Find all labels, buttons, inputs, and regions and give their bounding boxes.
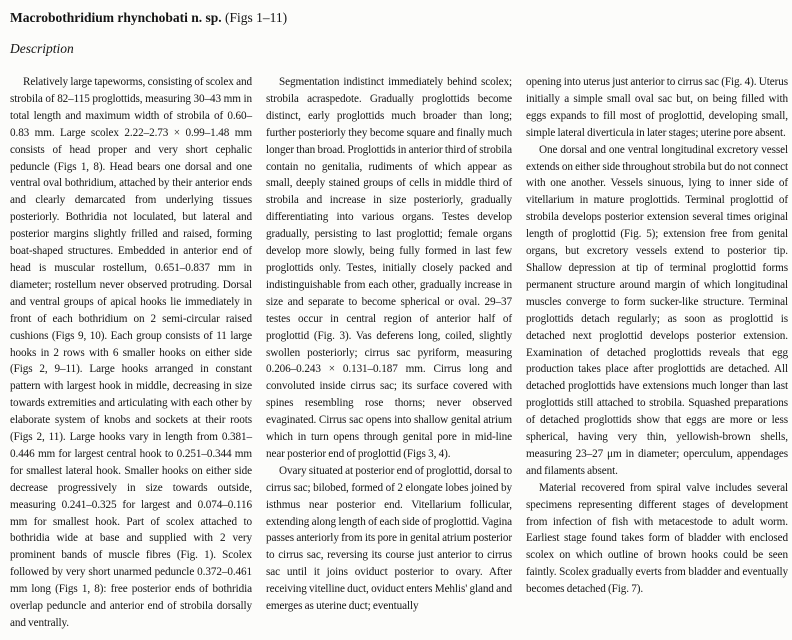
- article-title-row: [10, 10, 784, 26]
- species-title: Macrobothridium rhynchobati n. sp.: [10, 10, 222, 25]
- text-column-1: [10, 74, 252, 632]
- paragraph-excretory-eggs: One dorsal and one ventral longitudinal excretory vessel extends on either side throughout strobila but do not connect with one another. Vessels sinuous, lying to inner side of vitellarium in mature proglottids. Terminal proglottid of strobila develops posterior extension several times original length of proglottid (Fig. 5); extension free from genital organs, but excretory vessels extend to posterior tip. Shallow depression at tip of terminal proglottid forms permanent structure around margin of which longitudinal muscles converge to form sucker-like structure. Terminal proglottids detach regularly; as soon as proglottid is detached next proglottid develops posterior extension. Examination of detached proglottids reveals that egg production takes place after proglottids are detached. All detached proglottids have extensions much longer than last proglottids still attached to strobila. Squashed preparations of detached proglottids show that eggs are more or less spherical, having very thin, yellowish-brown shells, measuring 23–27 μm in diameter; operculum, appendages and filaments absent.: [526, 143, 788, 477]
- text-columns: [10, 74, 788, 632]
- paragraph-morphology-scolex: Relatively large tapeworms, consisting of scolex and strobila of 82–115 proglottids, measuring 30–43 mm in total length and maximum width of strobila of 0.60–0.83 mm. Large scolex 2.22–2.73 × 0.99–1.48 mm consists of head proper and very short cephalic peduncle (Figs 1, 8). Head bears one dorsal and one ventral oval bothridium, attached by their anterior ends and clearly demarcated from underlying tissues posteriorly. Bothridia not loculated, but lateral and posterior margins slightly frilled and raised, forming boat-shaped structures. Embedded in anterior end of head is muscular rostellum, 0.651–0.837 mm in diameter; rostellum never observed protruding. Dorsal and ventral groups of apical hooks lie immediately in front of each bothridium on 2 semi-circular raised cushions (Figs 9, 10). Each group consists of 11 large hooks in 2 rows with 6 smaller hooks on either side (Figs 2, 9–11). Large hooks arranged in constant pattern with largest hook in middle, decreasing in size towards extremities and articulating with each other by elaborate system of knobs and sockets at their roots (Figs 2, 11). Large hooks vary in length from 0.381–0.446 mm for largest central hook to 0.251–0.344 mm for smallest lateral hook. Smaller hooks on either side decrease progressively in size towards outside, measuring 0.241–0.325 for largest and 0.074–0.116 mm for smallest hook. Part of scolex attached to bothridia wide at base and supplied with 2 very prominent bands of muscle fibres (Fig. 1). Scolex followed by very short unarmed peduncle 0.372–0.461 mm long (Figs 1, 8): free posterior ends of bothridia overlap peduncle and anterior end of strobila dorsally and ventrally.: [10, 76, 252, 629]
- section-heading-description: Description: [10, 41, 74, 56]
- text-column-3: [526, 74, 788, 632]
- paragraph-uterus-continuation: opening into uterus just anterior to cirrus sac (Fig. 4). Uterus initially a simple small oval sac but, on being filled with eggs expands to fill most of proglottid, developing small, simple lateral diverticula in later stages; uterine pore absent.: [526, 76, 788, 139]
- text-column-2: [266, 74, 512, 632]
- paragraph-ovary-vagina: Ovary situated at posterior end of proglottid, dorsal to cirrus sac; bilobed, formed of 2 elongate lobes joined by isthmus near posterior end. Vitellarium follicular, extending along length of each side of proglottid. Vagina passes anteriorly from its pore in genital atrium posterior to cirrus sac, reversing its course just anterior to cirrus sac until it joins oviduct posterior to ovary. After receiving vitelline duct, oviduct enters Mehlis' gland and emerges as uterine duct; eventually: [266, 464, 512, 613]
- figure-reference: (Figs 1–11): [221, 10, 288, 25]
- paragraph-segmentation-testes: Segmentation indistinct immediately behind scolex; strobila acraspedote. Gradually proglottids become distinct, early proglottids much broader than long; further posteriorly they become square and finally much longer than broad. Proglottids in anterior third of strobila contain no genitalia, rudiments of which appear as small, deeply stained groups of cells in middle third of strobila and increase in size posteriorly, gradually differentiating into various organs. Testes develop gradually, persisting to last proglottid; female organs develop more slowly, being fully formed in last few proglottids only. Testes, initially closely packed and indistinguishable from each other, gradually increase in size and separate to become spherical or oval. 29–37 testes occur in central region of anterior half of proglottid (Fig. 3). Vas deferens long, coiled, slightly swollen posteriorly; cirrus sac pyriform, measuring 0.206–0.243 × 0.131–0.187 mm. Cirrus long and convoluted inside cirrus sac; its surface covered with spines resembling rose thorns; never observed evaginated. Cirrus sac opens into shallow genital atrium which in turn opens through genital pore in mid-line near posterior end of proglottid (Figs 3, 4).: [266, 76, 512, 460]
- paragraph-material-stages: Material recovered from spiral valve includes several specimens representing different stages of development from infection of fish with metacestode to adult worm. Earliest stage found takes form of bladder with enclosed scolex on which outline of brown hooks could be seen faintly. Scolex gradually everts from bladder and eventually becomes detached (Fig. 7).: [526, 481, 788, 596]
